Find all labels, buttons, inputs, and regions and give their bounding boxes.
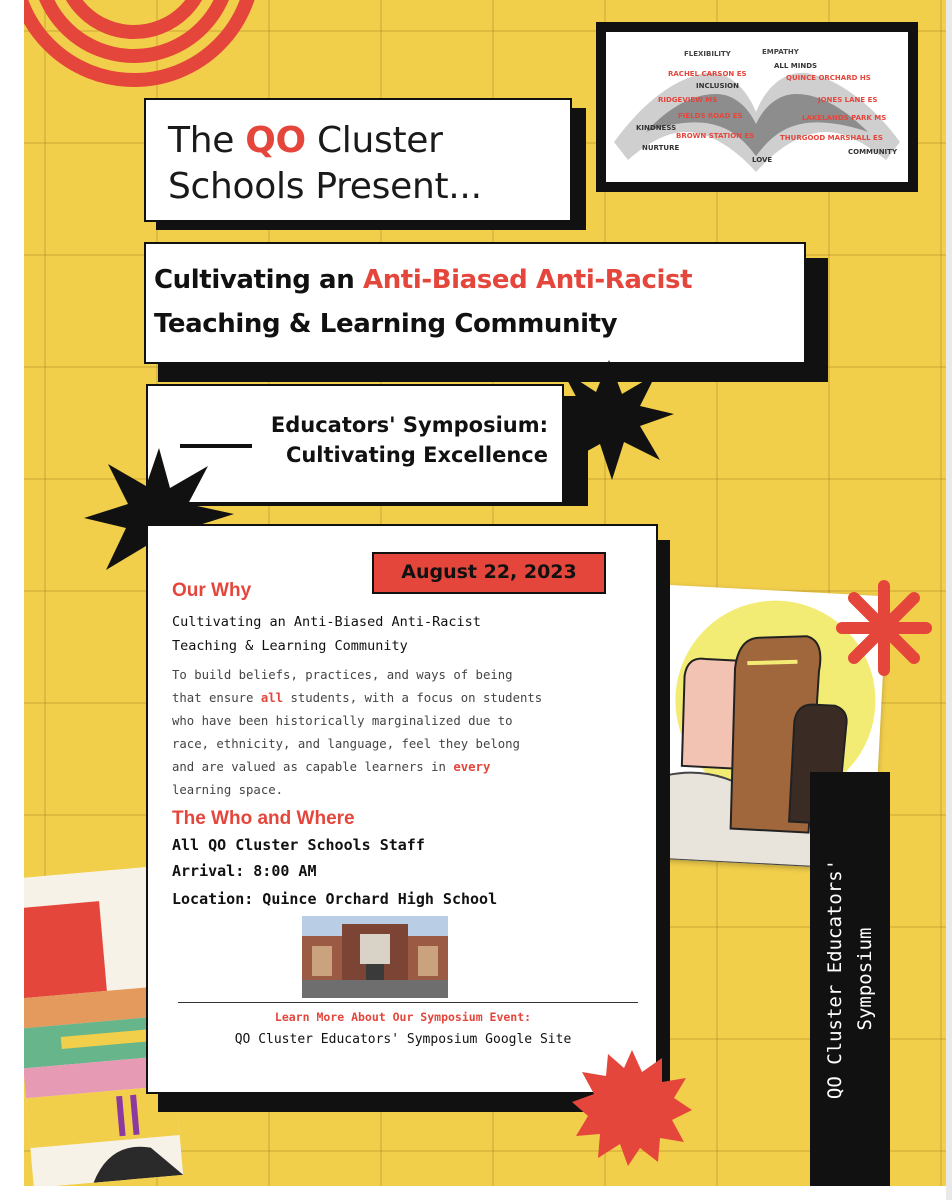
svg-text:JONES LANE ES: JONES LANE ES xyxy=(818,96,878,104)
svg-text:EMPATHY: EMPATHY xyxy=(762,48,799,56)
svg-text:NURTURE: NURTURE xyxy=(642,144,680,152)
info-card xyxy=(146,524,658,1094)
heart-hands-icon xyxy=(606,32,908,182)
who-where-heading: The Who and Where xyxy=(172,808,355,829)
title-prefix: The xyxy=(168,120,246,161)
symposium-line2: Cultivating Excellence xyxy=(285,443,548,467)
title-text xyxy=(146,100,570,210)
title-card xyxy=(144,98,572,222)
why-emphasis-every: every xyxy=(453,760,491,774)
title-suffix: Cluster xyxy=(305,120,443,161)
why-body-line2 xyxy=(172,687,642,710)
symposium-line1: Educators' Symposium: xyxy=(270,413,548,437)
why-body-line4: race, ethnicity, and language, feel they belong xyxy=(172,737,520,751)
vertical-title-box xyxy=(810,772,890,1186)
why-subheading-line2: Teaching & Learning Community xyxy=(172,638,408,654)
headline-card xyxy=(144,242,806,364)
word-cloud-image xyxy=(606,32,908,182)
svg-text:INCLUSION: INCLUSION xyxy=(696,82,739,90)
concentric-arcs-decoration xyxy=(24,0,264,90)
why-body-line5 xyxy=(172,756,642,779)
why-body-line3: who have been historically marginalized due to xyxy=(172,714,513,728)
svg-text:KINDNESS: KINDNESS xyxy=(636,124,677,132)
divider xyxy=(178,1002,638,1003)
why-body-line1: To build beliefs, practices, and ways of being xyxy=(172,668,513,682)
why-body-line6: learning space. xyxy=(172,783,284,797)
page-edge xyxy=(946,0,952,1200)
word-cloud-frame xyxy=(596,22,918,192)
google-site-link[interactable]: QO Cluster Educators' Symposium Google Site xyxy=(234,1032,572,1047)
headline-line2: Teaching & Learning Community xyxy=(154,309,618,339)
school-building-icon xyxy=(302,916,448,998)
red-sunburst-icon xyxy=(572,1050,692,1166)
why-body-line5-pre: and are valued as capable learners in xyxy=(172,760,454,774)
svg-text:ALL MINDS: ALL MINDS xyxy=(774,62,818,70)
headline-part1: Cultivating an xyxy=(154,265,363,295)
title-highlight: QO xyxy=(245,120,306,161)
why-body-line2-post: students, with a focus on students xyxy=(283,691,543,705)
title-line2: Schools Present... xyxy=(168,166,482,207)
headline-text xyxy=(146,244,804,346)
headline-highlight: Anti-Biased Anti-Racist xyxy=(362,265,693,295)
vertical-title-text xyxy=(820,859,880,1099)
why-body xyxy=(172,664,642,802)
svg-text:LAKELANDS PARK MS: LAKELANDS PARK MS xyxy=(802,114,887,122)
learn-more-label: Learn More About Our Symposium Event: xyxy=(274,1010,532,1024)
svg-text:QUINCE ORCHARD HS: QUINCE ORCHARD HS xyxy=(786,74,871,82)
vertical-title-line1: QO Cluster Educators' xyxy=(824,858,846,1100)
why-subheading-line1: Cultivating an Anti-Biased Anti-Racist xyxy=(172,614,481,630)
why-subheading xyxy=(172,610,632,658)
svg-text:COMMUNITY: COMMUNITY xyxy=(848,148,898,156)
why-emphasis-all: all xyxy=(260,691,284,705)
why-body-line2-pre: that ensure xyxy=(172,691,261,705)
red-asterisk-icon xyxy=(836,580,932,676)
our-why-heading: Our Why xyxy=(172,580,252,601)
svg-text:FLEXIBILITY: FLEXIBILITY xyxy=(684,50,731,58)
svg-text:FIELDS ROAD ES: FIELDS ROAD ES xyxy=(678,112,743,120)
flyer-page xyxy=(24,0,946,1186)
svg-text:RACHEL CARSON ES: RACHEL CARSON ES xyxy=(668,70,747,78)
vertical-title-line2: Symposium xyxy=(854,927,876,1031)
svg-text:THURGOOD MARSHALL ES: THURGOOD MARSHALL ES xyxy=(780,134,883,142)
event-date-badge: August 22, 2023 xyxy=(372,552,606,594)
svg-text:RIDGEVIEW MS: RIDGEVIEW MS xyxy=(658,96,718,104)
audience-text: All QO Cluster Schools Staff xyxy=(172,836,425,854)
location-text: Location: Quince Orchard High School xyxy=(172,890,498,908)
svg-text:LOVE: LOVE xyxy=(752,156,773,164)
arrival-text: Arrival: 8:00 AM xyxy=(172,862,317,880)
school-building-photo xyxy=(302,916,448,998)
svg-text:BROWN STATION ES: BROWN STATION ES xyxy=(676,132,755,140)
